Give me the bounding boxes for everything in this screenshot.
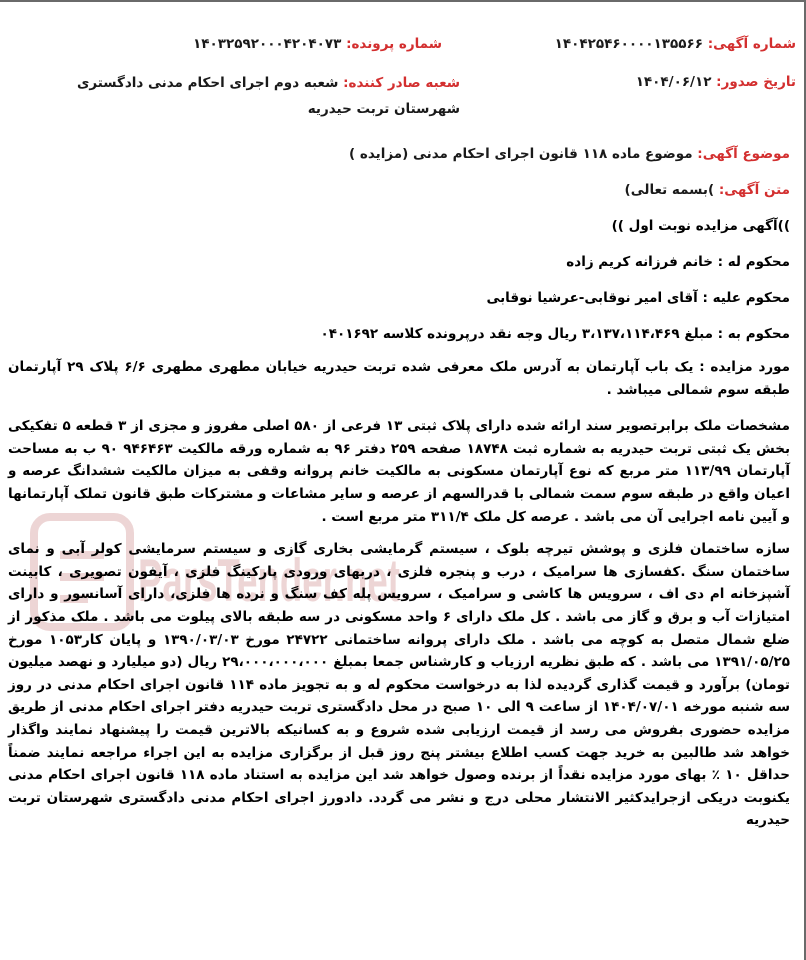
paragraph-specs: مشخصات ملک برابرتصویر سند ارائه شده دارای پلاک ثبتی ۱۳ فرعی از ۵۸۰ اصلی مفروز و مجزی از ۳ قطعه ۵ تفکیکی بخش یک ثبتی تربت حیدریه به شماره ثبت ۱۸۷۴۸ صفحه ۲۵۹ دفتر ۹۶ به شماره ورقه مالکیت ۹۴۶۴۶۳ ۹۰ ب به مساحت آپارتمان ۱۱۳/۹۹ متر مربع که نوع آپارتمان مسکونی به مالکیت خانم پروانه وقفی به میزان مالکیت ششدانگ عرصه و اعیان واقع در طبقه سوم سمت شمالی با قدرالسهم از عرصه و سایر مشاعات و مشترکات طبق قانون تملک آپارتمانها و آیین نامه اجرایی آن می باشد . عرصه کل ملک ۳۱۱/۴ متر مربع است .: [8, 418, 791, 525]
creditor-line: محکوم له : خانم فرزانه کریم زاده: [566, 254, 790, 270]
issue-date-label: تاریخ صدور:: [716, 74, 796, 90]
text-row: [625, 182, 790, 198]
text-intro: )بسمه تعالی): [624, 182, 715, 198]
ad-number-label: شماره آگهی:: [707, 36, 796, 52]
subject-label: موضوع آگهی:: [697, 146, 790, 162]
issuer-row: [50, 70, 460, 122]
issue-date: ۱۴۰۴/۰۶/۱۲: [635, 74, 712, 90]
subject-value: موضوع ماده ۱۱۸ قانون اجرای احکام مدنی (مزایده ): [349, 146, 693, 162]
case-number-label: شماره پرونده:: [346, 36, 442, 52]
case-number: ۱۴۰۳۲۵۹۲۰۰۰۴۲۰۴۰۷۳: [193, 36, 342, 52]
paragraph-structure: سازه ساختمان فلزی و پوشش تیرچه بلوک ، سیستم گرمایشی بخاری گازی و سیستم سرمایشی کولر آبی و نمای ساختمان سنگ .کفسازی ها سرامیک ، درب و پنجره فلزی ، دربهای ورودی پارکینگ فلزی ، آیفون تصویری ، کابینت آشپزخانه ام دی اف ، سرویس ها کاشی و سرامیک ، سرویس پله کف سنگ و نرده ها فلزی، دارای آسانسور و دارای امتیازات آب و برق و گاز می باشد . کل ملک دارای ۶ واحد مسکونی در سه طبقه بالای پیلوت می باشد . ملک مذکور از ضلع شمال متصل به کوچه می باشد . ملک دارای پروانه ساختمانی ۲۴۷۲۲ مورخ ۱۳۹۰/۰۳/۰۳ و پایان کار۱۰۵۳ مورخ ۱۳۹۱/۰۵/۲۵ می باشد . که طبق نظریه ارزیاب و کارشناس جمعا بمبلغ ۲۹،۰۰۰،۰۰۰،۰۰۰ ریال (دو میلیارد و نهصد میلیون تومان) برآورد و قیمت گذاری گردیده لذا به درخواست محکوم له و به تجویز ماده ۱۱۴ قانون اجرای احکام مدنی در روز سه شنبه مورخه ۱۴۰۴/۰۷/۰۱ از ساعت ۹ الی ۱۰ صبح در محل دادگستری تربت حیدریه دفتر اجرای احکام مدنی از طریق مزایده حضوری بفروش می رسد از قیمت ارزیابی شده شروع و به کسانیکه بالاترین قیمت را پیشنهاد نمایند واگذار خواهد شد طالبین به خرید جهت کسب اطلاع بیشتر پنج روز قبل از برگزاری مزایده به این اجراء مراجعه نمایند ضمناً حداقل ۱۰ ٪ بهای مورد مزایده نقداً از برنده وصول خواهد شد این مزایده به استناد ماده ۱۱۸ قانون اجرای احکام مدنی یکنوبت دریکی ازجرایدکثیر الانتشار محلی درج و نشر می گردد. دادورز اجرای احکام مدنی دادگستری شهرستان تربت حیدریه: [8, 541, 791, 829]
paragraph-property: مورد مزایده : یک باب آپارتمان به آدرس ملک معرفی شده تربت حیدریه خیابان مطهری مطهری ۶/۶ پلاک ۲۹ آپارتمان طبقه سوم شمالی میباشد .: [8, 359, 790, 398]
issuer-label: شعبه صادر کننده:: [343, 75, 460, 91]
subject-row: [349, 146, 790, 162]
ad-number-row: [555, 36, 796, 52]
case-number-row: [193, 36, 442, 52]
watermark-text: ParsTender.net: [138, 547, 401, 614]
auction-title: ))آگهی مزایده نوبت اول )): [611, 218, 790, 234]
top-border: [0, 0, 806, 2]
issuer: شعبه دوم اجرای احکام مدنی دادگستری شهرستان تربت حیدریه: [76, 75, 460, 117]
text-label: متن آگهی:: [718, 182, 790, 198]
debtor-line: محکوم علیه : آقای امیر نوقابی-عرشیا نوقابی: [486, 290, 790, 306]
judgment-line: محکوم به : مبلغ ۳،۱۳۷،۱۱۴،۴۶۹ ریال وجه نقد درپرونده کلاسه ۰۴۰۱۶۹۲: [320, 326, 790, 342]
notice-body: [8, 356, 790, 832]
issue-date-row: [636, 74, 796, 90]
ad-number: ۱۴۰۴۲۵۴۶۰۰۰۰۱۳۵۵۶۶: [554, 36, 703, 52]
